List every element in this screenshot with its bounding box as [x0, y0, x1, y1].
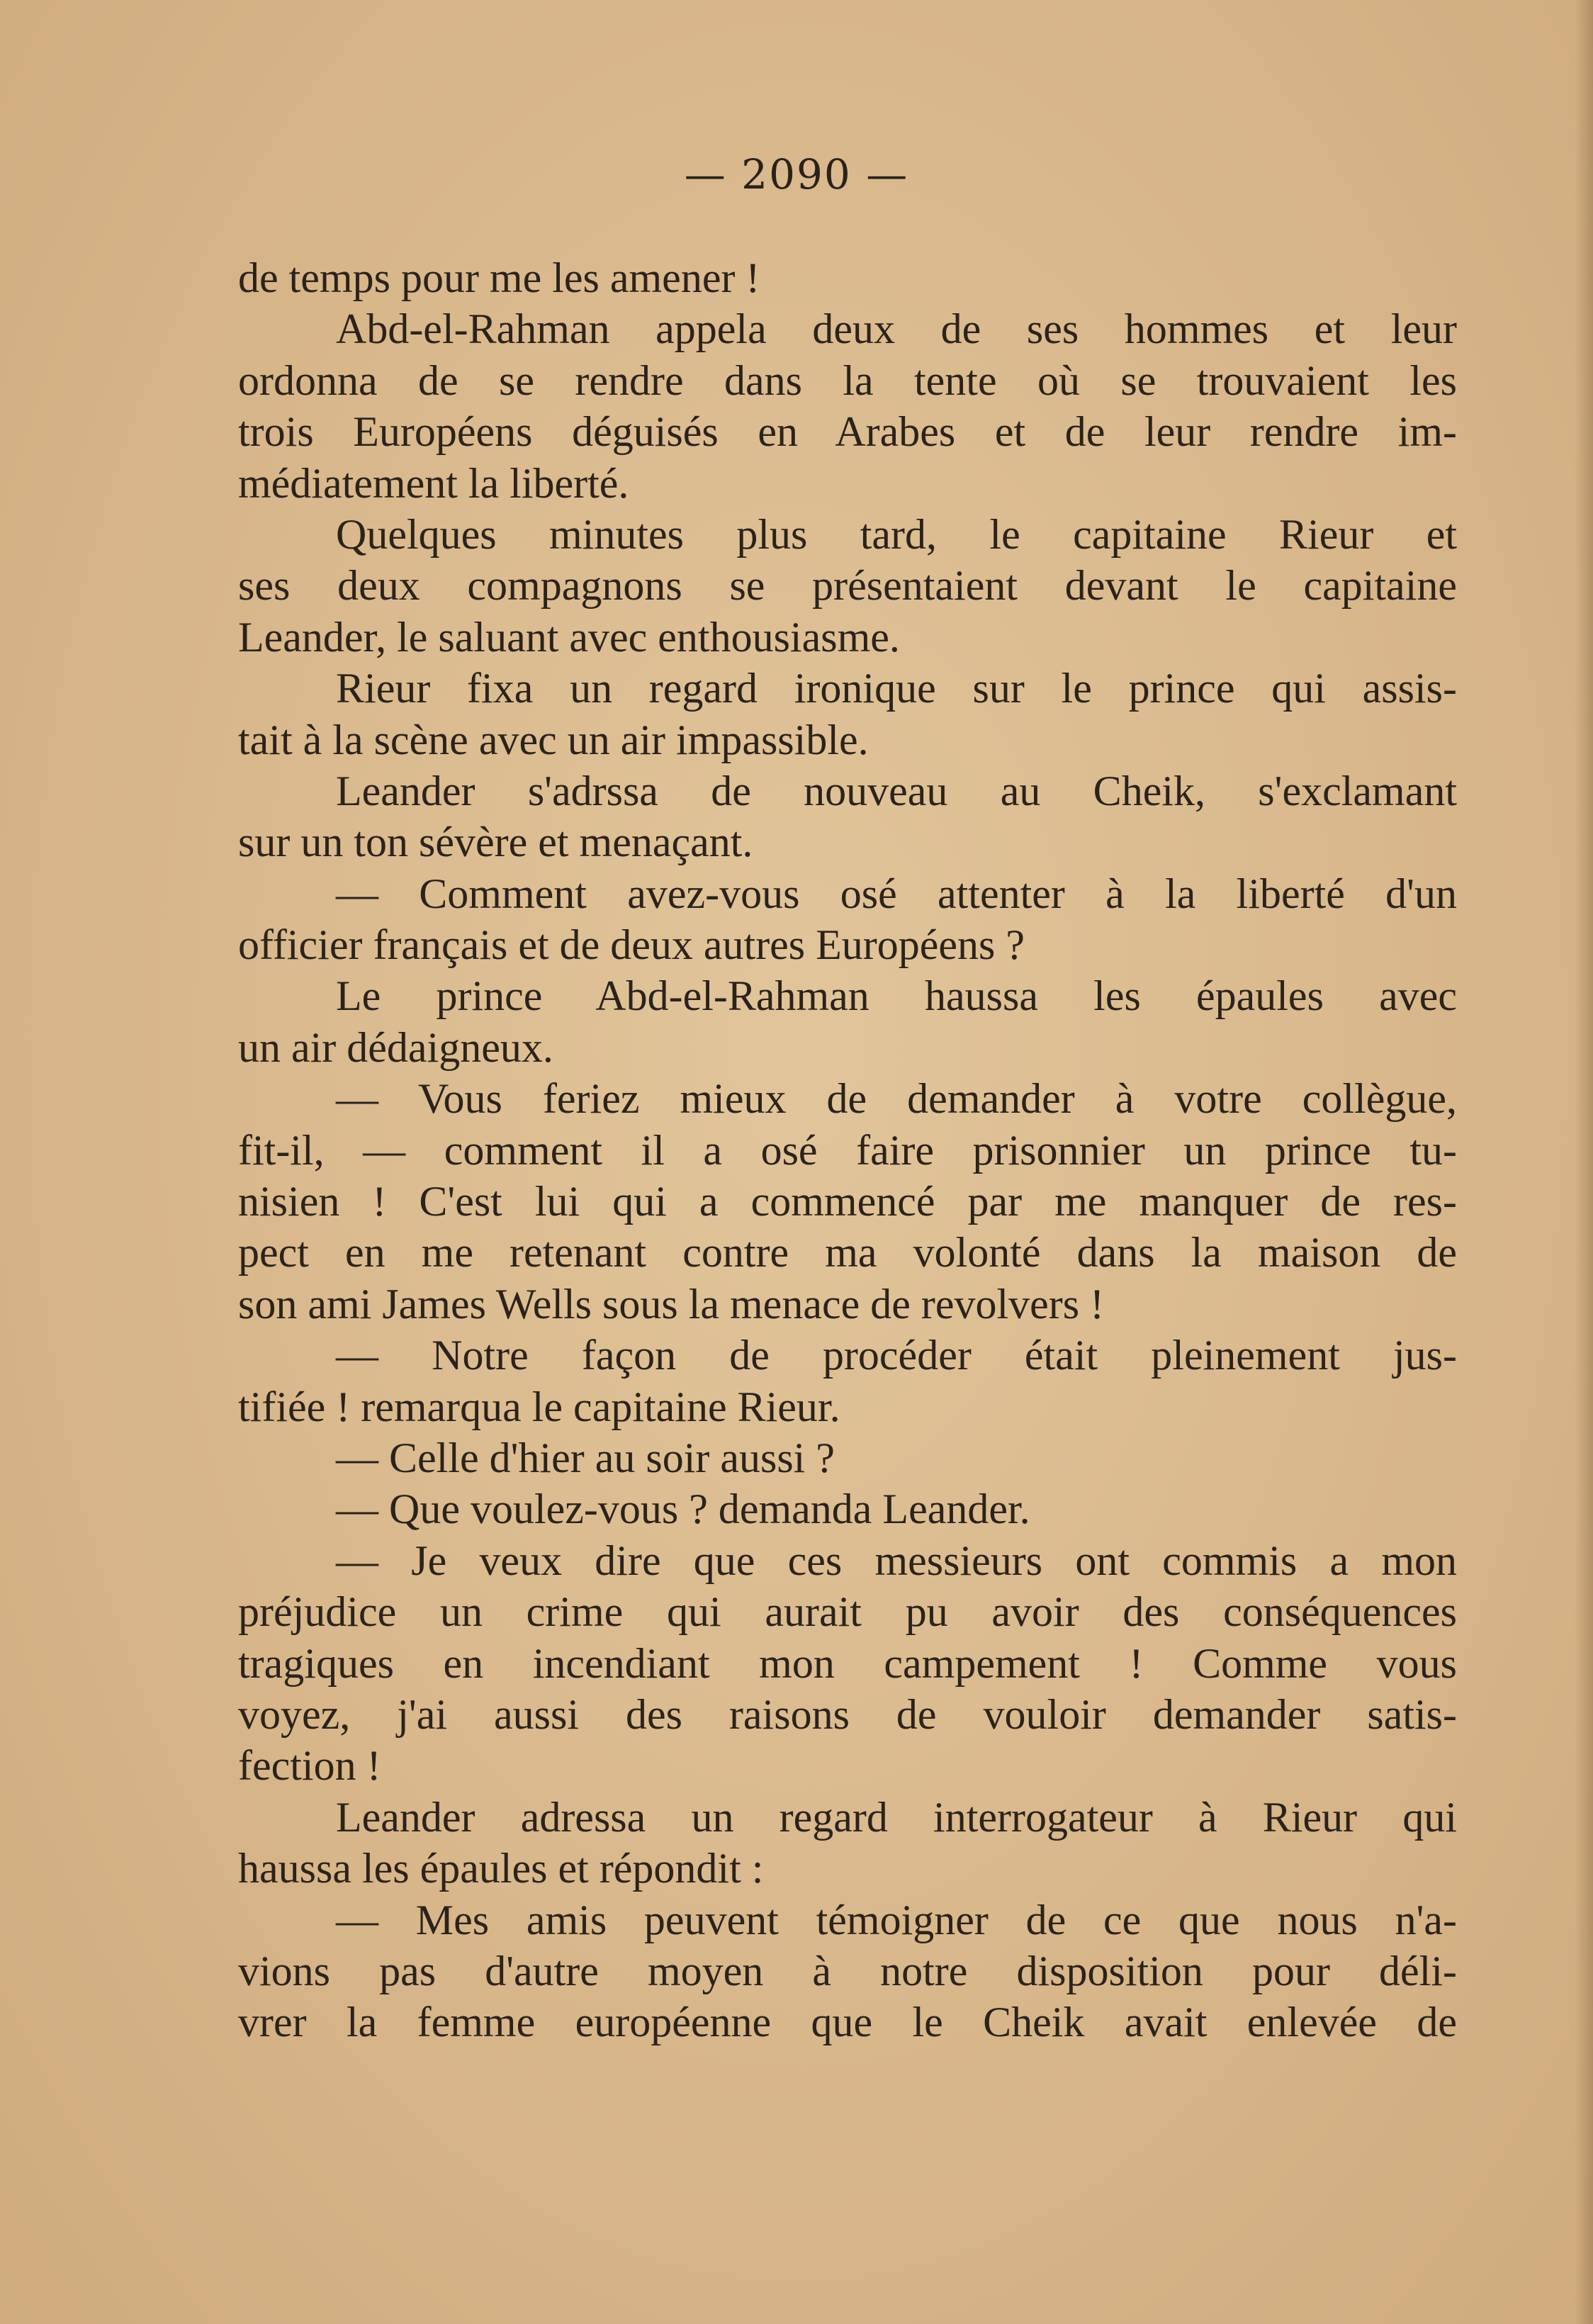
text-line: son ami James Wells sous la menace de revolvers ! [238, 1280, 1105, 1327]
text-line: — Comment avez-vous osé attenter à la liberté d'un [336, 870, 1457, 917]
text-line: vions pas d'autre moyen à notre disposition pour déli- [238, 1947, 1457, 1994]
text-line: Leander adressa un regard interrogateur à Rieur qui [336, 1793, 1457, 1841]
text-line: fit-il, — comment il a osé faire prisonnier un prince tu- [238, 1126, 1457, 1174]
text-line: vrer la femme européenne que le Cheik avait enlevée de [238, 1999, 1457, 2046]
page-number: — 2090 — [684, 150, 909, 198]
text-line: pect en me retenant contre ma volonté dans la maison de [238, 1229, 1457, 1276]
text-line: tifiée ! remarqua le capitaine Rieur. [238, 1383, 840, 1430]
text-line: ses deux compagnons se présentaient devant le capitaine [238, 562, 1457, 610]
text-line: — Vous feriez mieux de demander à votre collègue, [336, 1075, 1457, 1123]
text-line: tragiques en incendiant mon campement ! Comme vous [238, 1639, 1457, 1687]
text-line: voyez, j'ai aussi des raisons de vouloir demander satis- [238, 1690, 1457, 1738]
text-line: ordonna de se rendre dans la tente où se trouvaient les [238, 357, 1457, 404]
text-line: tait à la scène avec un air impassible. [238, 716, 869, 763]
text-line: trois Européens déguisés en Arabes et de leur rendre im- [238, 408, 1457, 456]
text-line: — Notre façon de procéder était pleinement jus- [336, 1332, 1457, 1379]
text-line: — Mes amis peuvent témoigner de ce que nous n'a- [336, 1896, 1457, 1943]
text-line: Leander, le saluant avec enthousiasme. [238, 613, 900, 661]
text-line: fection ! [238, 1742, 381, 1790]
text-line: Le prince Abd-el-Rahman haussa les épaules avec [336, 972, 1457, 1020]
text-line: officier français et de deux autres Européens ? [238, 921, 1025, 969]
text-line: un air dédaigneux. [238, 1023, 553, 1071]
text-line: Abd-el-Rahman appela deux de ses hommes et leur [336, 305, 1457, 353]
text-line: Leander s'adrssa de nouveau au Cheik, s'exclamant [336, 767, 1457, 814]
text-line: médiatement la liberté. [238, 459, 629, 507]
text-line: — Que voulez-vous ? demanda Leander. [336, 1486, 1030, 1533]
page-edge-shadow [1575, 0, 1593, 2324]
text-line: Rieur fixa un regard ironique sur le prince qui assis- [336, 665, 1457, 712]
text-line: — Celle d'hier au soir aussi ? [336, 1434, 835, 1481]
text-line: sur un ton sévère et menaçant. [238, 819, 753, 866]
text-line: préjudice un crime qui aurait pu avoir des conséquences [238, 1588, 1457, 1636]
text-line: haussa les épaules et répondit : [238, 1845, 764, 1892]
text-line: Quelques minutes plus tard, le capitaine Rieur et [336, 510, 1457, 558]
text-line: — Je veux dire que ces messieurs ont commis a mon [336, 1537, 1457, 1584]
text-line: nisien ! C'est lui qui a commencé par me manquer de res- [238, 1178, 1457, 1225]
text-line: de temps pour me les amener ! [238, 254, 760, 301]
body-text [238, 252, 1457, 2048]
